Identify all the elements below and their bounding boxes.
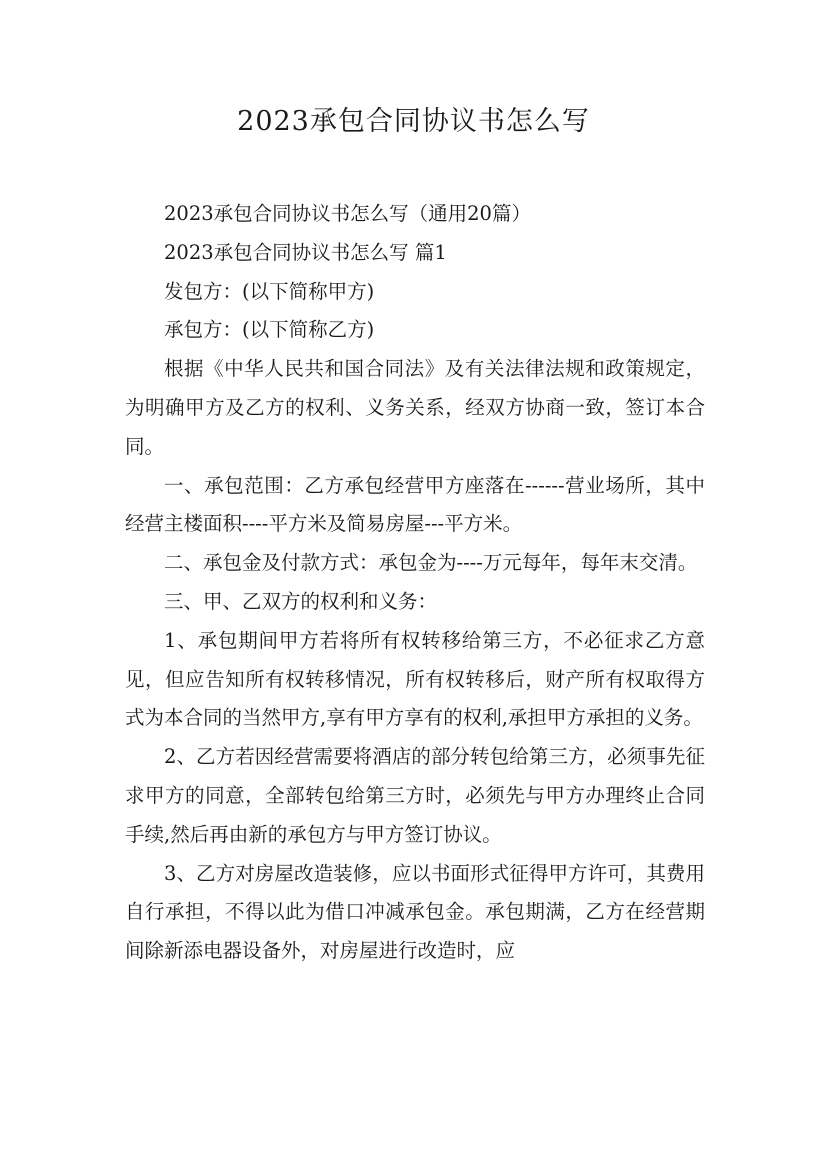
paragraph-subtitle: 2023承包合同协议书怎么写（通用20篇） xyxy=(164,202,531,225)
paragraph-clause-payment: 二、承包金及付款方式：承包金为----万元每年，每年末交清。 xyxy=(164,551,698,575)
document-body xyxy=(125,195,705,971)
paragraph-contractor: 发包方：(以下简称甲方) xyxy=(164,279,375,303)
paragraph-clause-scope: 一、承包范围：乙方承包经营甲方座落在------营业场所，其中经营主楼面积----平方米及简易房屋---平方米。 xyxy=(125,473,705,536)
paragraph-item-1: 1、承包期间甲方若将所有权转移给第三方，不必征求乙方意见，但应告知所有权转移情况，所有权转移后，财产所有权取得方式为本合同的当然甲方,享有甲方享有的权利,承担甲方承担的义务。 xyxy=(125,628,705,730)
paragraph-preamble: 根据《中华人民共和国合同法》及有关法律法规和政策规定，为明确甲方及乙方的权利、义务关系，经双方协商一致，签订本合同。 xyxy=(125,357,705,458)
paragraph-clause-rights-heading: 三、甲、乙双方的权利和义务： xyxy=(164,589,438,613)
document-title: 2023承包合同协议书怎么写 xyxy=(237,106,590,137)
paragraph-item-3: 3、乙方对房屋改造装修，应以书面形式征得甲方许可，其费用自行承担，不得以此为借口冲减承包金。承包期满，乙方在经营期间除新添电器设备外，对房屋进行改造时，应 xyxy=(125,861,705,963)
paragraph-item-2: 2、乙方若因经营需要将酒店的部分转包给第三方，必须事先征求甲方的同意，全部转包给第三方时，必须先与甲方办理终止合同手续,然后再由新的承包方与甲方签订协议。 xyxy=(125,745,705,846)
paragraph-contractee: 承包方：(以下简称乙方) xyxy=(164,318,375,342)
paragraph-section-heading: 2023承包合同协议书怎么写 篇1 xyxy=(164,240,447,264)
